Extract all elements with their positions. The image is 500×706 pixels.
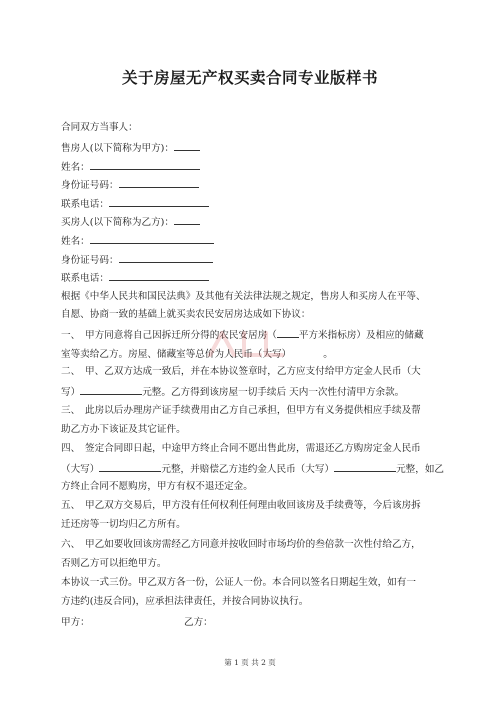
clause-4-text-c: 元整，如乙 — [396, 464, 445, 475]
seller-line — [61, 141, 200, 155]
preamble-line-1: 根据《中华人民共和国民法典》及其他有关法律法规之规定，售房人和买房人在平等、 — [61, 291, 426, 302]
seller-label: 售房人(以下简称为甲方)： — [61, 143, 175, 154]
clause-4-line-3: 方终止合同不愿购房，甲方有权不退还定金。 — [61, 481, 253, 492]
clause-1-line-2 — [61, 347, 333, 361]
clause-4-line-1: 四、 签定合同即日起，中途甲方终止合同不愿出售此房，需退还乙方购房定金人民币 — [61, 443, 421, 454]
page-footer: 第 1 页 共 2 页 — [224, 658, 276, 667]
clause-6-line-1: 六、 甲乙如要收回该房需经乙方同意并按收回时市场均价的叁倍款一次性付给乙方， — [61, 539, 421, 550]
seller-name-label: 姓名： — [61, 162, 90, 173]
clause-2-text-b: 元整。乙方得到该房屋一切手续后 天内一次性付清甲方余款。 — [142, 387, 405, 398]
seller-blank — [174, 141, 200, 151]
refund-blank — [99, 462, 161, 472]
clause-1-text-d: 。 — [323, 349, 333, 360]
buyer-name-line — [61, 234, 214, 248]
clause-2-line-2 — [61, 385, 404, 399]
buyer-name-label: 姓名： — [61, 236, 90, 247]
clause-2-text-a: 写） — [61, 387, 81, 398]
clause-3-line-1: 三、 此房以后办理房产证手续费用由乙方自己承担，但甲方有义务提供相应手续及帮 — [61, 405, 421, 416]
clause-1-text-c: 室等卖给乙方。房屋、储藏室等总价为人民币（大写） — [61, 349, 292, 360]
preamble-line-2: 自愿、协商一致的基础上就买卖农民安居房达成如下协议： — [61, 309, 311, 320]
total-price-space — [291, 347, 323, 357]
buyer-line — [61, 215, 200, 229]
seller-id-line — [61, 178, 199, 192]
seller-name-blank — [90, 160, 200, 170]
buyer-phone-blank — [109, 271, 209, 281]
buyer-phone-label: 联系电话： — [61, 273, 109, 284]
buyer-name-blank — [90, 234, 214, 244]
seller-name-line — [61, 160, 200, 174]
seller-phone-label: 联系电话： — [61, 199, 109, 210]
deposit-blank — [80, 385, 142, 395]
clause-4-text-a: （大写） — [61, 464, 100, 475]
clause-6-line-2: 否则乙方可以拒绝甲方。 — [61, 558, 167, 569]
parties-heading: 合同双方当事人： — [61, 122, 138, 133]
seller-phone-blank — [109, 197, 209, 207]
document-title: 关于房屋无产权买卖合同专业版样书 — [121, 69, 378, 87]
watermark-logo — [206, 325, 290, 365]
closing-line-1: 本协议一式三份。甲乙双方各一份，公证人一份。本合同以签名日期起生效，如有一 — [61, 577, 416, 588]
clause-4-line-2 — [61, 462, 444, 476]
clause-4-text-b: 元整，并赔偿乙方违约金人民币（大写） — [161, 464, 335, 475]
buyer-label: 买房人(以下简称为乙方)： — [61, 217, 175, 228]
clause-1-text-a: 一、 甲方同意将自己因拆迁所分得的农民安居房（ — [61, 330, 277, 341]
buyer-phone-line — [61, 271, 209, 285]
seller-id-blank — [119, 178, 199, 188]
buyer-id-line — [61, 253, 213, 267]
closing-line-2: 方违约(违反合同)，应承担法律责任，并按合同协议执行。 — [61, 596, 309, 607]
clause-5-line-2: 迁还房等一切均归乙方所有。 — [61, 519, 186, 530]
buyer-id-blank — [119, 253, 213, 263]
clause-5-line-1: 五、 甲乙双方交易后，甲方没有任何权利任何理由收回该房及手续费等，今后该房拆 — [61, 500, 421, 511]
buyer-blank — [174, 215, 200, 225]
buyer-id-label: 身份证号码： — [61, 255, 119, 266]
party-b-signature: 乙方： — [184, 617, 213, 628]
clause-3-line-2: 助乙方办下该证及其它证件。 — [61, 424, 186, 435]
clause-2-line-1: 二、 甲、乙双方达成一致后，并在本协议签章时，乙方应支付给甲方定金人民币（大 — [61, 366, 421, 377]
clause-1-text-b: 平方米指标房）及相应的储藏 — [298, 330, 424, 341]
seller-phone-line — [61, 197, 209, 211]
seller-id-label: 身份证号码： — [61, 180, 119, 191]
penalty-blank — [334, 462, 396, 472]
party-a-signature: 甲方： — [61, 617, 90, 628]
